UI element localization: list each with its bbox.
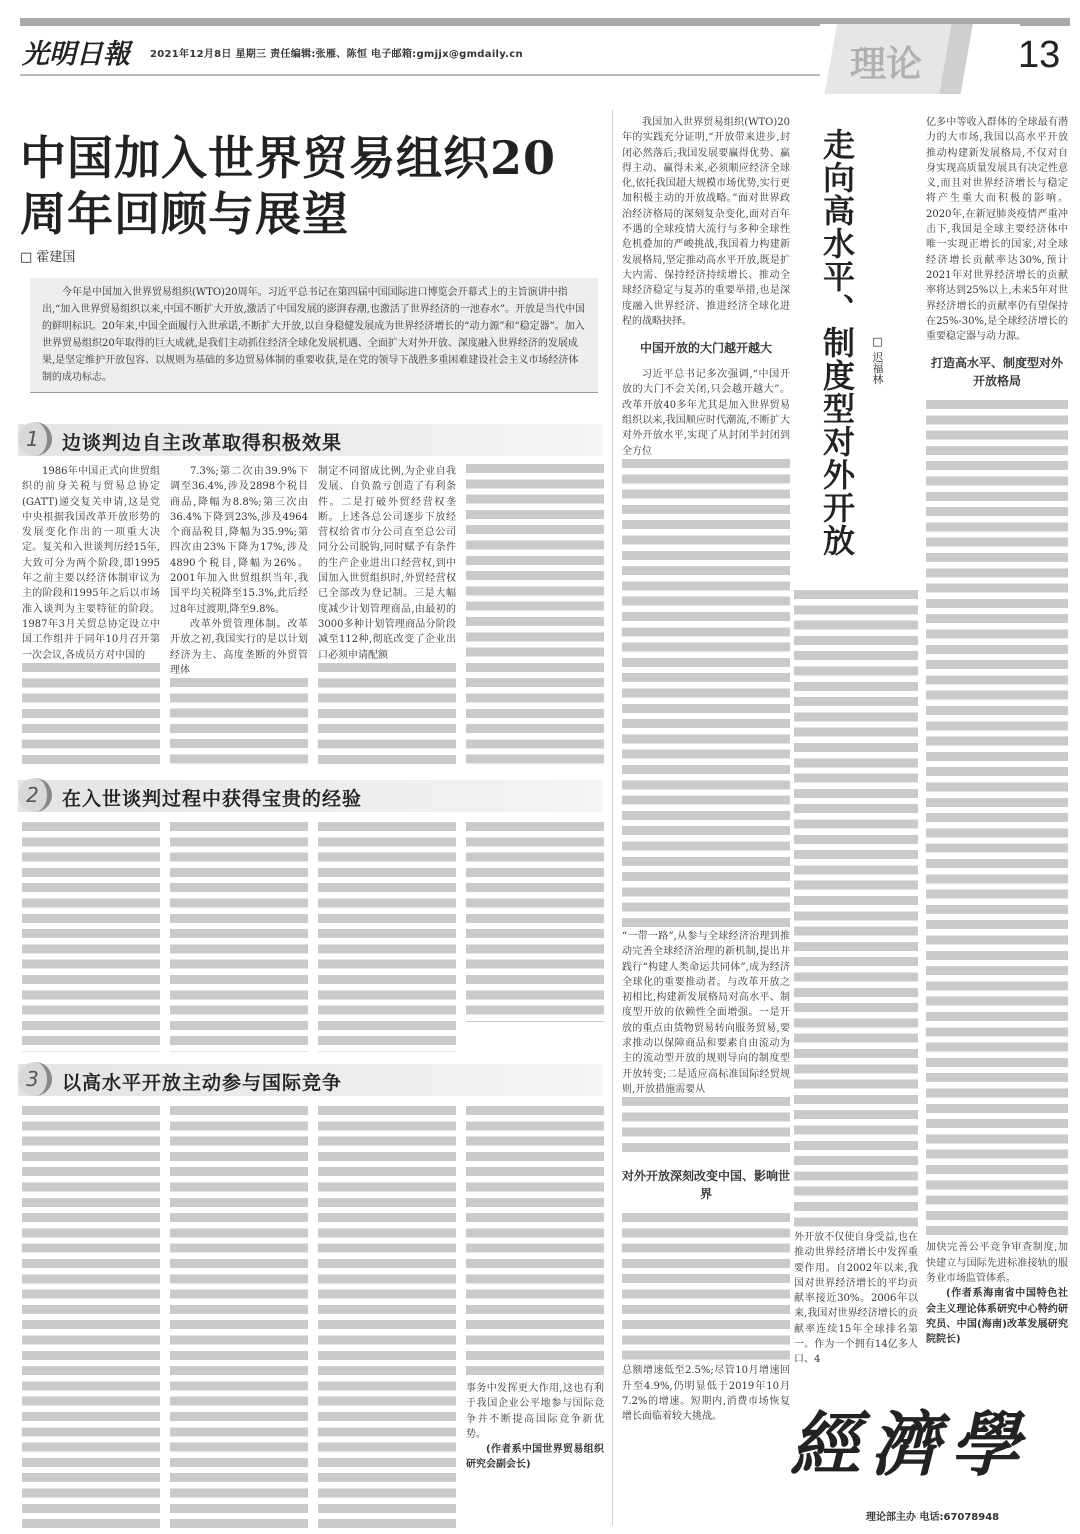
subheading: 对外开放深刻改变中国、影响世界 <box>622 1169 790 1202</box>
paragraph: 外开放不仅使自身受益,也在推动世界经济增长中发挥重要作用。自2002年以来,我国对世界经济增长的平均贡献率接近30%。2006年以来,我国对世界经济增长的贡献率连续15年全球排名第一。作为一个拥有14亿多人口、4 <box>794 1232 918 1366</box>
paragraph: 习近平总书记多次强调,“中国开放的大门不会关闭,只会越开越大”。改革开放40多年尤其是加入世界贸易组织以来,我国顺应时代潮流,不断扩大对外开放水平,实现了从封闭半封闭到全方位 <box>622 369 790 457</box>
author-note: (作者系中国世界贸易组织研究会副会长) <box>466 1444 604 1471</box>
section-number: 2 <box>18 778 52 812</box>
text-column <box>318 464 456 764</box>
article-author: □ 迟福林 <box>871 335 884 385</box>
text-column <box>170 1106 308 1530</box>
section-label: 理论 <box>850 44 923 85</box>
text-column <box>466 822 604 1022</box>
section-number: 3 <box>18 1062 52 1096</box>
article-author: □ 霍建国 <box>20 250 76 265</box>
header-rule <box>20 74 830 76</box>
right-column-c <box>794 590 918 1395</box>
column-calligraphy-logo: 經濟學 <box>790 1403 1030 1486</box>
section-tab <box>820 24 1020 94</box>
text-column <box>170 464 308 764</box>
paragraph: 我国加入世界贸易组织(WTO)20年的实践充分证明,“开放带来进步,封闭必然落后;我国发展要赢得优势、赢得主动、赢得未来,必须顺应经济全球化,依托我国超大规模市场优势,实行更加积极主动的开放战略。”面对世界政治经济格局的深刻复杂变化,面对百年不遇的全球疫情大流行与多种全球性危机叠加的严峻挑战,我国着力构建新发展格局,坚定推动高水平开放,既是扩大内需、保持经济持续增长、推动全球经济稳定与复苏的重要举措,也是深度融入世界经济、推进经济全球化进程的战略抉择。 <box>622 117 790 327</box>
paragraph: “一带一路”,从参与全球经济治理到推动完善全球经济治理的新机制,提出并践行“构建人类命运共同体”,成为经济全球化的重要推动者。与改革开放之初相比,构建新发展格局对高水平、制度型开放的依赖性全面增强。一是开放的重点由货物贸易转向服务贸易,要求推动以保障商品和要素自由流动为主的流动型开放的规则导向的制度型开放转变;二是适应高标准国际经贸规则,开放措施需要从 <box>622 930 790 1095</box>
paragraph: 1986年中国正式向世贸组织的前身关税与贸易总协定(GATT)递交复关申请,这是党中央根据我国改革开放形势的发展变化作出的一项重大决定。复关和入世谈判历经15年,大致可分为两个阶段,即1995年之前主要以经济体制审议为主的阶段和1995年之后以市场准入谈判为主要特征的阶段。1987年3月关贸总协定设立中国工作组并于同年10月召开第一次会议,各成员方对中国的 <box>22 466 160 661</box>
paragraph: 加快完善公平竞争审查制度,加快建立与国际先进标准接轨的服务业市场监管体系。 <box>926 1242 1068 1285</box>
section-1-body <box>22 464 604 764</box>
text-column <box>22 1106 160 1530</box>
footer-contact: 理论部主办 电话:67078948 <box>866 1512 1000 1523</box>
text-column <box>466 464 604 764</box>
text-column <box>318 1106 456 1530</box>
paragraph: 7.3%;第二次由39.9%下调至36.4%,涉及2898个税目商品,降幅为8.8%;第三次由36.4%下降到23%,涉及4964个商品税目,降幅为35.9%;第四次由23%下降为17%,涉及4890个税目,降幅为26%。2001年加入世贸组织当年,我国平均关税降至15.3%,此后经过8年过渡期,降至9.8%。 <box>170 466 308 615</box>
section-heading-3 <box>18 1064 603 1096</box>
vertical-article-title: 走向高水平、制度型对外开放 <box>818 128 856 557</box>
text-column <box>318 822 456 1052</box>
paragraph: 制定不同留成比例,为企业自我发展、自负盈亏创造了有利条件。二是打破外贸经营权垄断。上述各总公司逐步下放经营权给省市分公司直至总公司同分公司脱钩,同时赋予有条件的生产企业进出口经营权,到中国加入世贸组织时,外贸经营权已全部改为登记制。三是大幅度减少计划管理商品,由最初的3000多种计划管理商品分阶段减至112种,彻底改变了企业出口必须申请配额 <box>318 466 456 661</box>
section-heading-2 <box>18 780 603 812</box>
text-column <box>466 1106 604 1530</box>
issue-meta: 2021年12月8日 星期三 责任编辑:张雁、陈恒 电子邮箱:gmjjx@gmdaily.cn <box>150 49 523 60</box>
right-column-b <box>926 115 1068 1395</box>
subheading: 中国开放的大门越开越大 <box>639 341 772 356</box>
paragraph: 改革外贸管理体制。改革开放之初,我国实行的是以计划经济为主、高度垄断的外贸管理体 <box>170 618 308 676</box>
section-title: 在入世谈判过程中获得宝贵的经验 <box>62 788 363 810</box>
article-title: 中国加入世界贸易组织20周年回顾与展望 <box>20 131 557 241</box>
text-column <box>170 822 308 1052</box>
section-2-body <box>22 822 604 1052</box>
right-column-a <box>622 115 790 1527</box>
paragraph: 亿多中等收入群体的全球最有潜力的大市场,我国以高水平开放推动构建新发展格局,不仅对自身实现高质量发展具有决定性意义,而且对世界经济增长与稳定将产生重大而积极的影响。2020年,在新冠肺炎疫情严重冲击下,我国是全球主要经济体中唯一实现正增长的国家,对全球经济增长贡献率达30%,预计2021年对世界经济增长的贡献率将达到25%以上,未来5年对世界经济增长的贡献率仍有望保持在25%-30%,是全球经济增长的重要稳定器与动力源。 <box>926 117 1068 343</box>
section-heading-1 <box>18 424 603 456</box>
newspaper-logo: 光明日報 <box>22 39 130 70</box>
section-number: 1 <box>18 422 52 456</box>
author-note: (作者系海南省中国特色社会主义理论体系研究中心特约研究员、中国(海南)改革发展研究院院长) <box>926 1288 1068 1346</box>
column-divider <box>612 110 613 1525</box>
text-column <box>22 464 160 764</box>
text-column <box>22 822 160 1052</box>
article-abstract: 今年是中国加入世界贸易组织(WTO)20周年。习近平总书记在第四届中国国际进口博览会开幕式上的主旨演讲中指出,“加入世界贸易组织以来,中国不断扩大开放,激活了中国发展的澎湃春潮,也激活了世界经济的一池春水”。开放是当代中国的鲜明标识。20年来,中国全面履行入世承诺,不断扩大开放,以自身稳健发展成为世界经济增长的“动力源”和“稳定器”。加入世界贸易组织20年取得的巨大成就,是我们主动抓住经济全球化发展机遇、全面扩大对外开放、深度融入世界经济的发展成果,是坚定维护开放包容、以规则为基础的多边贸易体制的重要收获,是在党的领导下战胜多重困难建设社会主义市场经济体制的成功标志。 <box>30 278 598 393</box>
subheading: 打造高水平、制度型对外开放格局 <box>930 356 1063 389</box>
paragraph: 事务中发挥更大作用,这也有利于我国企业公平地参与国际竞争并不断提高国际竞争新优势。 <box>466 1383 604 1440</box>
page-number: 13 <box>1018 34 1061 76</box>
paragraph: 总额增速低至2.5%;尽管10月增速回升至4.9%,仍明显低于2019年10月7.2%的增速。短期内,消费市场恢复增长面临着较大挑战。 <box>622 1365 790 1423</box>
section-title: 以高水平开放主动参与国际竞争 <box>62 1072 343 1094</box>
section-3-body <box>22 1106 604 1530</box>
section-title: 边谈判边自主改革取得积极效果 <box>62 432 343 454</box>
